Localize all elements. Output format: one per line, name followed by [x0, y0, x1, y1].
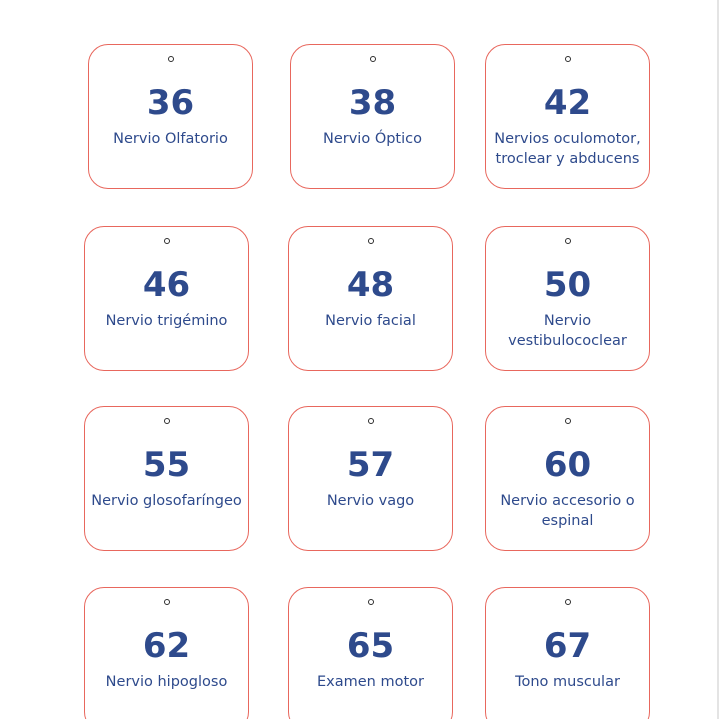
- card-46: [84, 226, 249, 371]
- card-42: [485, 44, 650, 189]
- card-number: 60: [543, 445, 592, 485]
- card-label: Nervio Olfatorio: [113, 131, 228, 147]
- punch-hole-icon: [370, 56, 376, 62]
- card-label: Nervios oculomotor, troclear y abducens: [494, 131, 641, 167]
- punch-hole-icon: [164, 238, 170, 244]
- card-number: 55: [142, 445, 191, 485]
- punch-hole-icon: [368, 418, 374, 424]
- card-label: Nervio hipogloso: [105, 674, 228, 690]
- card-67: [485, 587, 650, 719]
- card-number: 57: [346, 445, 395, 485]
- card-57: [288, 406, 453, 551]
- card-label: Nervio glosofaríngeo: [91, 493, 242, 509]
- card-62: [84, 587, 249, 719]
- card-36: [88, 44, 253, 189]
- punch-hole-icon: [565, 599, 571, 605]
- card-50: [485, 226, 650, 371]
- card-number: 65: [346, 626, 395, 666]
- card-60: [485, 406, 650, 551]
- punch-hole-icon: [368, 238, 374, 244]
- punch-hole-icon: [164, 599, 170, 605]
- punch-hole-icon: [164, 418, 170, 424]
- card-label: Nervio vago: [326, 493, 415, 509]
- card-label: Nervio accesorio o espinal: [500, 493, 635, 529]
- punch-hole-icon: [565, 56, 571, 62]
- punch-hole-icon: [168, 56, 174, 62]
- card-label: Nervio trigémino: [105, 313, 228, 329]
- card-number: 48: [346, 265, 395, 305]
- card-label: Nervio Óptico: [323, 131, 422, 147]
- punch-hole-icon: [565, 238, 571, 244]
- card-label: Nervio vestibulococlear: [508, 313, 627, 349]
- card-number: 46: [142, 265, 191, 305]
- card-number: 36: [146, 83, 195, 123]
- card-38: [290, 44, 455, 189]
- punch-hole-icon: [565, 418, 571, 424]
- card-number: 38: [348, 83, 397, 123]
- card-label: Tono muscular: [515, 674, 620, 690]
- card-label: Nervio facial: [325, 313, 416, 329]
- card-number: 42: [543, 83, 592, 123]
- card-number: 62: [142, 626, 191, 666]
- card-number: 50: [543, 265, 592, 305]
- card-48: [288, 226, 453, 371]
- card-number: 67: [543, 626, 592, 666]
- card-55: [84, 406, 249, 551]
- card-65: [288, 587, 453, 719]
- card-label: Examen motor: [317, 674, 424, 690]
- punch-hole-icon: [368, 599, 374, 605]
